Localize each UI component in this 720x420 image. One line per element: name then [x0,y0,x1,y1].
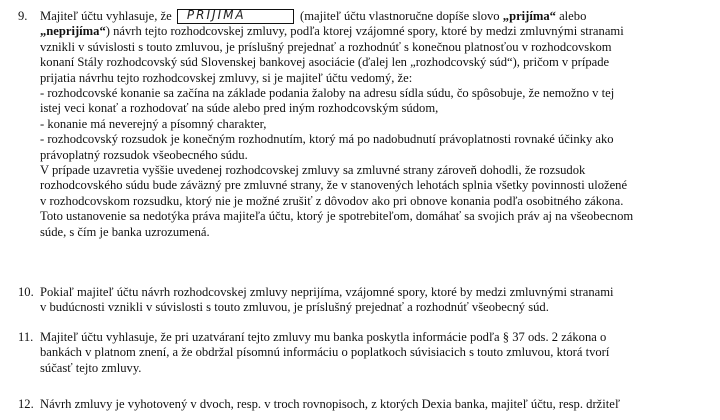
clause-number: 9. [18,9,28,23]
clause-line: Pokiaľ majiteľ účtu návrh rozhodcovskej zmluvy neprijíma, vzájomné spory, ktoré by medzi zmluvnými stranami [40,285,614,299]
handwritten-word: PRIJIMA [186,8,246,22]
bold-term: „prijíma“ [502,9,556,23]
clause-text: (majiteľ účtu vlastnoručne dopíše slovo [300,9,500,23]
clause-line: V prípade uzavretia vyššie uvedenej rozhodcovskej zmluvy sa zmluvné strany zároveň dohodli, že rozsudok [40,163,586,178]
clause-11 [18,330,708,376]
clause-line: - rozhodcovské konanie sa začína na základe podania žaloby na adresu sídla súdu, čo spôsobuje, že nemožno v tej [40,86,615,101]
clause-number: 10. [18,285,34,299]
handwritten-entry-field[interactable] [177,9,294,24]
clause-line: súčasť tejto zmluvy. [40,360,142,375]
clause-line: - rozhodcovský rozsudok je konečným rozhodnutím, ktorý má po nadobudnutí právoplatnosti rovnaké účinky ako [40,132,614,147]
clause-line: Toto ustanovenie sa nedotýka práva majiteľa účtu, ktorý je spotrebiteľom, domáhať sa svojich práv aj na všeobecnom [40,209,634,224]
clause-9 [18,9,708,240]
clause-text: Majiteľ účtu vyhlasuje, že [40,9,172,23]
clause-line: súde, s čím je banka uzrozumená. [40,224,210,239]
clause-line: istej veci konať a rozhodovať na súde alebo pred iným rozhodcovským súdom, [40,101,439,116]
clause-line [40,9,708,24]
clause-line: Návrh zmluvy je vyhotovený v dvoch, resp. v troch rovnopisoch, z ktorých Dexia banka, majiteľ účtu, resp. držiteľ [40,397,620,411]
clause-line: vznikli v súvislosti s touto zmluvou, je príslušný prejednať a rozhodnúť s konečnou platnosťou v rozhodcovskom [40,39,612,54]
clause-number: 12. [18,397,34,411]
clause-line: v rozhodcovskom rozsudku, ktorý nie je možné zrušiť z dôvodov ako pri obnove konania podľa osobitného zákona. [40,193,624,208]
clause-line: - konanie má neverejný a písomný charakter, [40,116,267,131]
clause-line: bankách v platnom znení, a že obdržal písomnú informáciu o poplatkoch súvisiacich s touto zmluvou, ktorá tvorí [40,345,610,360]
clause-10 [18,285,708,316]
clause-12 [18,397,708,412]
clause-line: právoplatný rozsudok všeobecného súdu. [40,147,248,162]
clause-line: rozhodcovského súdu bude záväzný pre zmluvné strany, že v stanovených lehotách splnia všetky povinnosti uložené [40,178,628,193]
clause-line: prijatia návrhu tejto rozhodcovskej zmluvy, si je majiteľ účtu vedomý, že: [40,70,413,85]
clause-line: Majiteľ účtu vyhlasuje, že pri uzatváraní tejto zmluvy mu banka poskytla informácie podľa § 37 ods. 2 zákona o [40,330,607,344]
clause-text: ) návrh tejto rozhodcovskej zmluvy, podľa ktorej vzájomné spory, ktoré by medzi zmluvnými stranami [105,24,624,39]
clause-line [40,24,708,39]
clause-text: alebo [559,9,587,23]
clause-line: konaní Stály rozhodcovský súd Slovenskej bankovej asociácie (ďalej len „rozhodcovský súd“), pričom v prípade [40,55,610,70]
clause-line: v budúcnosti vznikli v súvislosti s touto zmluvou, je príslušný prejednať a rozhodnúť všeobecný súd. [40,300,549,315]
bold-term: „neprijíma“ [40,24,106,39]
clause-number: 11. [18,330,34,344]
